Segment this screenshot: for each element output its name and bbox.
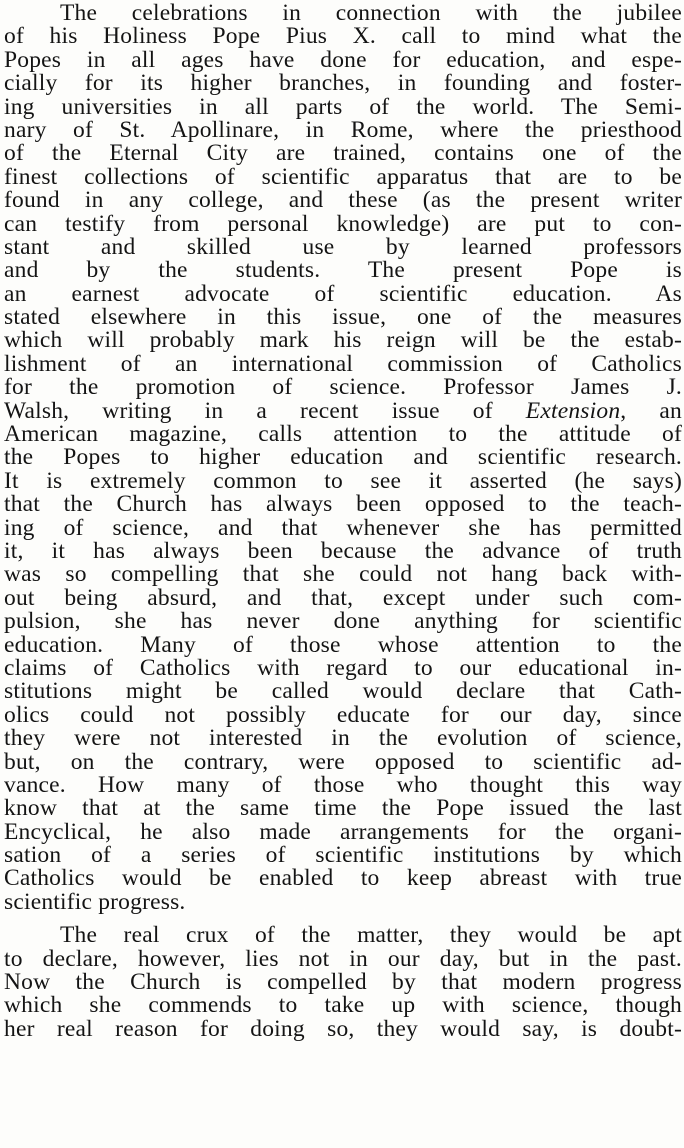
text-line: the Popes to higher education and scientific research.	[4, 444, 682, 471]
text-line: ing of science, and that whenever she has permitted	[4, 514, 682, 541]
text-line: out being absurd, and that, except under such com-	[4, 584, 682, 611]
text-line: lishment of an international commission of Catholics	[4, 350, 682, 377]
text-line: they were not interested in the evolution of science,	[4, 725, 682, 752]
text-line: it, it has always been because the advance of truth	[4, 537, 682, 564]
text-line: scientific progress.	[4, 888, 186, 915]
text-line: Now the Church is compelled by that modern progress	[4, 969, 682, 996]
text-line: olics could not possibly educate for our day, since	[4, 701, 682, 728]
text-line: education. Many of those whose attention to the	[4, 631, 682, 658]
text-line: was so compelling that she could not hang back with-	[4, 561, 682, 588]
paragraph-1	[4, 2, 682, 914]
text-line: It is extremely common to see it asserted (he says)	[4, 467, 682, 494]
italic-title: Extension	[525, 397, 621, 424]
text-line: her real reason for doing so, they would say, is doubt-	[4, 1015, 682, 1042]
text-line: cially for its higher branches, in founding and foster-	[4, 70, 682, 97]
text-line: an earnest advocate of scientific education. As	[4, 280, 682, 307]
text-line: nary of St. Apollinare, in Rome, where the priesthood	[4, 116, 682, 143]
text-line: claims of Catholics with regard to our educational in-	[4, 654, 682, 681]
text-line: sation of a series of scientific institutions by which	[4, 842, 682, 869]
text-line: vance. How many of those who thought this way	[4, 771, 682, 798]
text-line: Encyclical, he also made arrangements for the organi-	[4, 818, 682, 845]
text-line: pulsion, she has never done anything for scientific	[4, 608, 682, 635]
text-line: that the Church has always been opposed to the teach-	[4, 491, 682, 518]
text-line: Walsh, writing in a recent issue of Extension, an	[4, 397, 682, 424]
text-line: of his Holiness Pope Pius X. call to mind what the	[4, 23, 682, 50]
text-line: American magazine, calls attention to the attitude of	[4, 421, 682, 448]
text-line: to declare, however, lies not in our day, but in the past.	[4, 945, 682, 972]
document-page	[4, 2, 682, 1041]
text-line: which will probably mark his reign will be the estab-	[4, 327, 682, 354]
text-line: stitutions might be called would declare that Cath-	[4, 678, 682, 705]
paragraph-2	[4, 924, 682, 1041]
text-line: which she commends to take up with science, though	[4, 992, 682, 1019]
text-line: but, on the contrary, were opposed to scientific ad-	[4, 748, 682, 775]
text-line: for the promotion of science. Professor James J.	[4, 374, 682, 401]
text-line: ing universities in all parts of the world. The Semi-	[4, 93, 682, 120]
text-line: of the Eternal City are trained, contains one of the	[4, 140, 682, 167]
text-line: Catholics would be enabled to keep abreast with true	[4, 865, 682, 892]
text-line: stant and skilled use by learned professors	[4, 233, 682, 260]
text-line: know that at the same time the Pope issued the last	[4, 795, 682, 822]
text-line: finest collections of scientific apparatus that are to be	[4, 163, 682, 190]
text-line: The celebrations in connection with the jubilee	[60, 0, 682, 26]
text-line: Popes in all ages have done for education, and espe-	[4, 46, 682, 73]
text-line: stated elsewhere in this issue, one of the measures	[4, 304, 682, 331]
text-line: can testify from personal knowledge) are put to con-	[4, 210, 682, 237]
text-line: found in any college, and these (as the present writer	[4, 187, 682, 214]
text-line: and by the students. The present Pope is	[4, 257, 682, 284]
text-line: The real crux of the matter, they would be apt	[60, 922, 682, 949]
